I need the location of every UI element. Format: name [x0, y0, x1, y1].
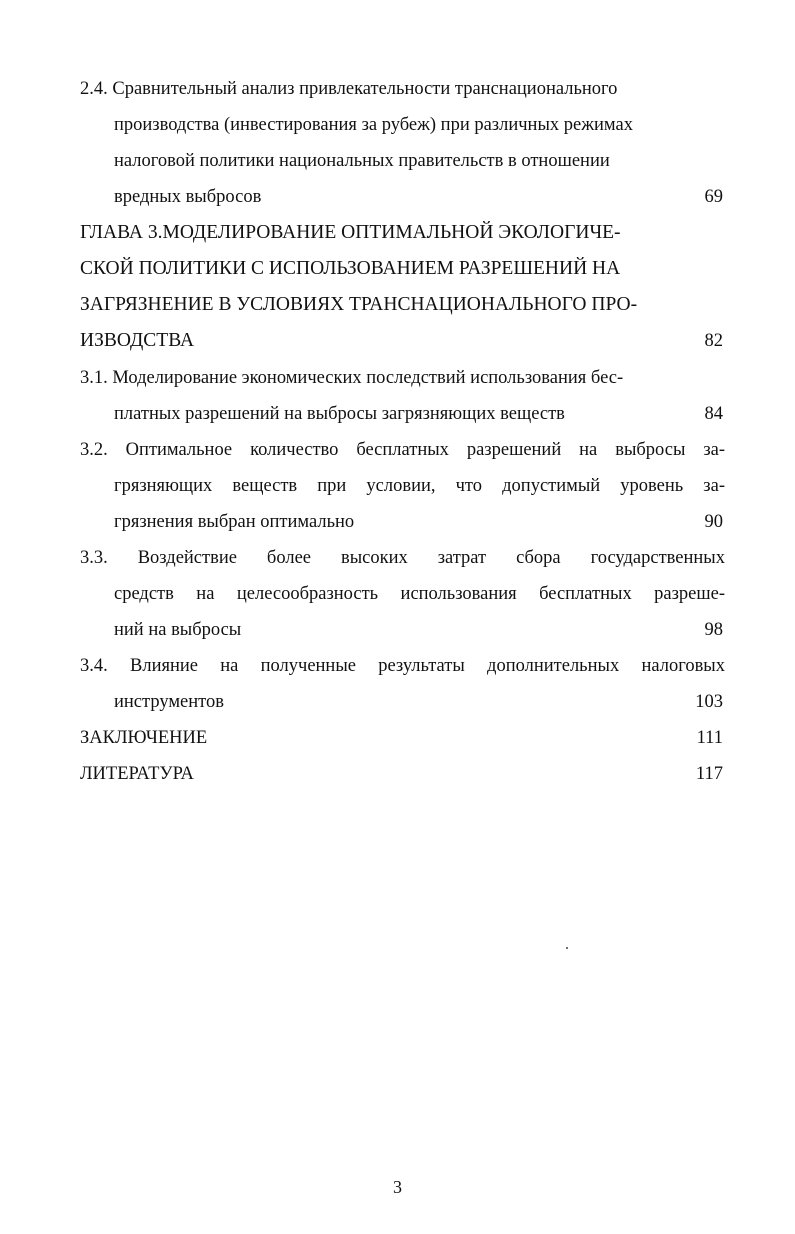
toc-entry-line: 3.2. Оптимальное количество бесплатных разрешений на выбросы за- — [80, 440, 725, 460]
toc-entry-text: ЗАКЛЮЧЕНИЕ — [80, 728, 208, 748]
toc-entry-line: производства (инвестирования за рубеж) при различных режимах — [114, 115, 633, 135]
toc-entry-line: 3.4. Влияние на полученные результаты дополнительных налоговых — [80, 656, 725, 676]
toc-page-number: 103 — [695, 692, 723, 712]
toc-page-number: 69 — [704, 187, 723, 207]
toc-entry-line — [80, 684, 725, 720]
toc-chapter-line: СКОЙ ПОЛИТИКИ С ИСПОЛЬЗОВАНИЕМ РАЗРЕШЕНИЙ НА — [80, 258, 621, 279]
toc-entry-line — [80, 612, 725, 648]
toc-entry-text: грязнения выбран оптимально — [114, 512, 355, 532]
toc-chapter-line — [80, 323, 725, 359]
toc-entry-3-1 — [80, 360, 725, 432]
toc-entry-line: грязняющих веществ при условии, что допустимый уровень за- — [114, 476, 725, 496]
toc-entry-conclusion — [80, 720, 725, 756]
toc-page-number: 90 — [704, 512, 723, 532]
scan-speck — [566, 947, 568, 949]
toc-entry-line: 2.4. Сравнительный анализ привлекательности транснационального — [80, 79, 618, 99]
toc-entry-3-4 — [80, 648, 725, 720]
toc-entry-line — [80, 504, 725, 540]
toc-chapter-line: ЗАГРЯЗНЕНИЕ В УСЛОВИЯХ ТРАНСНАЦИОНАЛЬНОГО ПРО- — [80, 294, 638, 315]
toc-entry-text: ЛИТЕРАТУРА — [80, 764, 194, 784]
toc-entry-line — [80, 756, 725, 792]
toc-page-number: 84 — [704, 404, 723, 424]
toc-entry-text: инструментов — [114, 692, 224, 712]
toc-entry-line — [80, 396, 725, 432]
toc-page-number: 98 — [704, 620, 723, 640]
toc-entry-line: 3.3. Воздействие более высоких затрат сбора государственных — [80, 548, 725, 568]
toc-entry-line: 3.1. Моделирование экономических последствий использования бес- — [80, 368, 624, 388]
toc-entry-line: налоговой политики национальных правительств в отношении — [114, 151, 610, 171]
toc-entry-text: ний на выбросы — [114, 620, 242, 640]
toc-entry-text: платных разрешений на выбросы загрязняющих веществ — [114, 404, 565, 424]
toc-entry-3-3 — [80, 540, 725, 648]
toc-entry-literature — [80, 756, 725, 792]
toc-entry-chapter-3 — [80, 215, 725, 359]
toc-page-number: 82 — [704, 331, 723, 351]
toc-entry-text: ИЗВОДСТВА — [80, 330, 195, 351]
toc-page-number: 111 — [696, 728, 723, 748]
toc-entry-line: средств на целесообразность использования бесплатных разреше- — [114, 584, 725, 604]
toc-page-number: 117 — [695, 764, 723, 784]
toc-entry-3-2 — [80, 432, 725, 540]
toc-entry-line — [80, 720, 725, 756]
toc-entry-2-4 — [80, 71, 725, 215]
toc-entry-line — [80, 179, 725, 215]
toc-chapter-line: ГЛАВА 3.МОДЕЛИРОВАНИЕ ОПТИМАЛЬНОЙ ЭКОЛОГИЧЕ- — [80, 222, 621, 243]
footer-page-number: 3 — [393, 1177, 402, 1197]
toc-entry-text: вредных выбросов — [114, 187, 262, 207]
